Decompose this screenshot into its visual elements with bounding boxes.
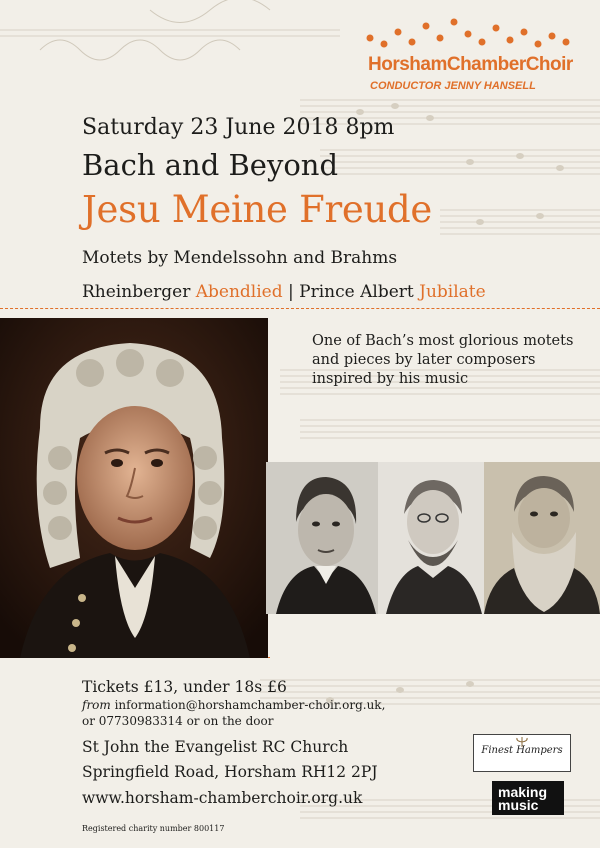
composer-prince-albert: Prince Albert — [299, 282, 414, 302]
event-subtitle: Jesu Meine Freude — [82, 188, 432, 231]
making-music-logo — [492, 781, 564, 815]
motets-line: Motets by Mendelssohn and Brahms — [82, 248, 398, 268]
piece-abendlied: Abendlied — [195, 282, 283, 302]
brahms-portrait — [484, 462, 600, 614]
event-title: Bach and Beyond — [82, 148, 339, 182]
piece-jubilate: Jubilate — [419, 282, 486, 302]
ticket-price: Tickets £13, under 18s £6 — [82, 678, 287, 696]
mendelssohn-portrait — [266, 462, 380, 614]
event-blurb: One of Bach’s most glorious motets and pieces by later composers inspired by his music — [312, 333, 574, 387]
ticket-email[interactable]: information@horshamchamber-choir.org.uk, — [110, 698, 386, 712]
venue-address: Springfield Road, Horsham RH12 2PJ — [82, 763, 378, 781]
composer-rheinberger: Rheinberger — [82, 282, 191, 302]
finest-hampers-text: Finest Hampers — [481, 745, 563, 756]
choir-name: HorshamChamberChoir — [368, 54, 573, 75]
conductor-name: CONDUCTOR JENNY HANSELL — [370, 80, 536, 92]
making-text: making — [498, 784, 548, 800]
venue-name: St John the Evangelist RC Church — [82, 738, 349, 756]
divider-top — [0, 308, 600, 309]
works-separator: | — [282, 282, 300, 302]
from-label: from — [82, 698, 111, 712]
music-text: music — [498, 797, 539, 813]
event-date: Saturday 23 June 2018 8pm — [82, 115, 395, 140]
bach-portrait — [0, 318, 268, 658]
ticket-phone: or 07730983314 or on the door — [82, 714, 274, 728]
finest-hampers-logo — [473, 734, 571, 772]
website-link[interactable]: www.horsham-chamberchoir.org.uk — [82, 789, 363, 807]
ticket-sources — [82, 697, 385, 729]
rheinberger-portrait — [378, 462, 486, 614]
charity-number: Registered charity number 800117 — [82, 824, 225, 833]
works-line — [82, 282, 486, 302]
